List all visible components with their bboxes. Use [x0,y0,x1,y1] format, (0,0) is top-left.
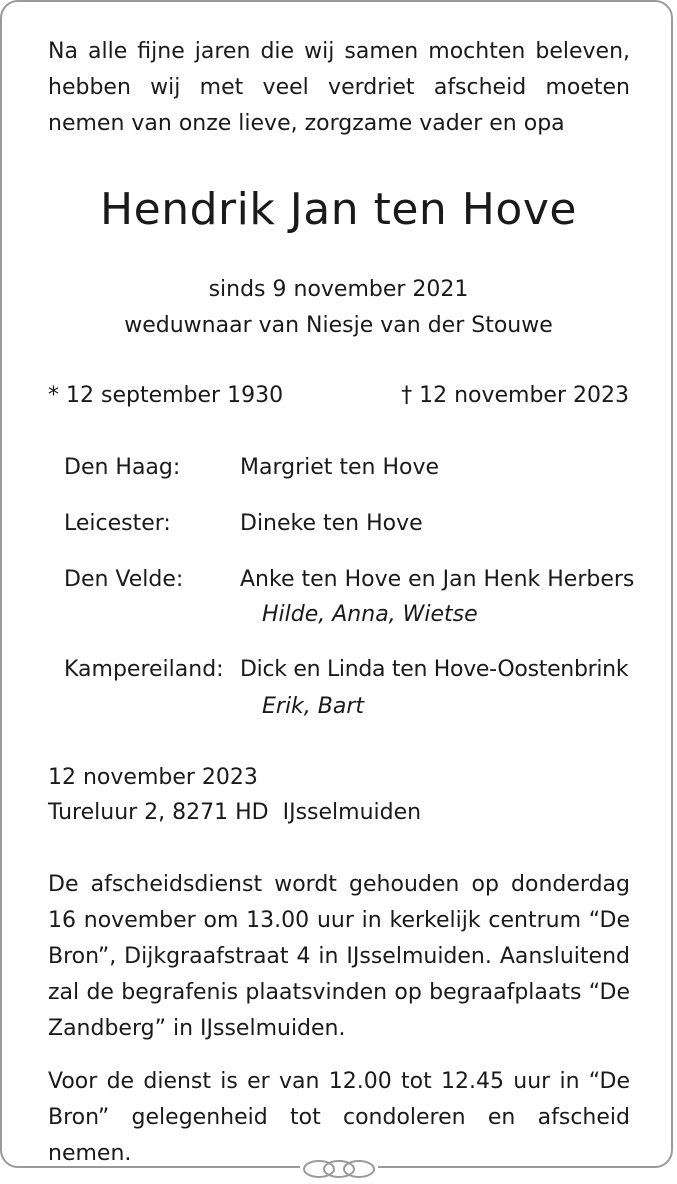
widower-of: weduwnaar van Niesje van der Stouwe [124,313,553,338]
service-text: De afscheidsdienst wordt gehouden op donderdag 16 november om 13.00 uur in kerkelijk centrum “De Bron”, Dijkgraafstraat 4 in IJsselmuiden. Aansluitend zal de begrafenis plaatsvinden op begraafplaats “De Zandberg” in IJsselmuiden. [48,872,630,1041]
grandchildren-names: Erik, Bart [262,694,365,719]
deceased-name: Hendrik Jan ten Hove [100,184,577,235]
birth-date: * 12 september 1930 [48,383,284,408]
family-names: Dick en Linda ten Hove-Oostenbrink [240,657,629,682]
family-place: Leicester: [64,511,171,536]
widower-since: sinds 9 november 2021 [208,277,469,302]
family-names: Anke ten Hove en Jan Henk Herbers [240,567,635,592]
intro-text: Na alle fijne jaren die wij samen mochten beleven, hebben wij met veel verdriet afscheid moeten nemen van onze lieve, zorgzame vader en opa [48,39,630,136]
family-place: Den Haag: [64,455,181,480]
address-date: 12 november 2023 [48,765,258,790]
family-names: Margriet ten Hove [240,455,440,480]
address: Tureluur 2, 8271 HD IJsselmuiden [48,800,422,825]
death-date: † 12 november 2023 [401,383,629,408]
condolence-text: Voor de dienst is er van 12.00 tot 12.45 uur in “De Bron” gelegenheid tot condoleren en afscheid nemen. [48,1069,630,1166]
family-names: Dineke ten Hove [240,511,423,536]
family-place: Den Velde: [64,567,184,592]
three-rings-icon [300,1158,378,1180]
grandchildren-names: Hilde, Anna, Wietse [262,602,478,627]
family-place: Kampereiland: [64,657,224,682]
